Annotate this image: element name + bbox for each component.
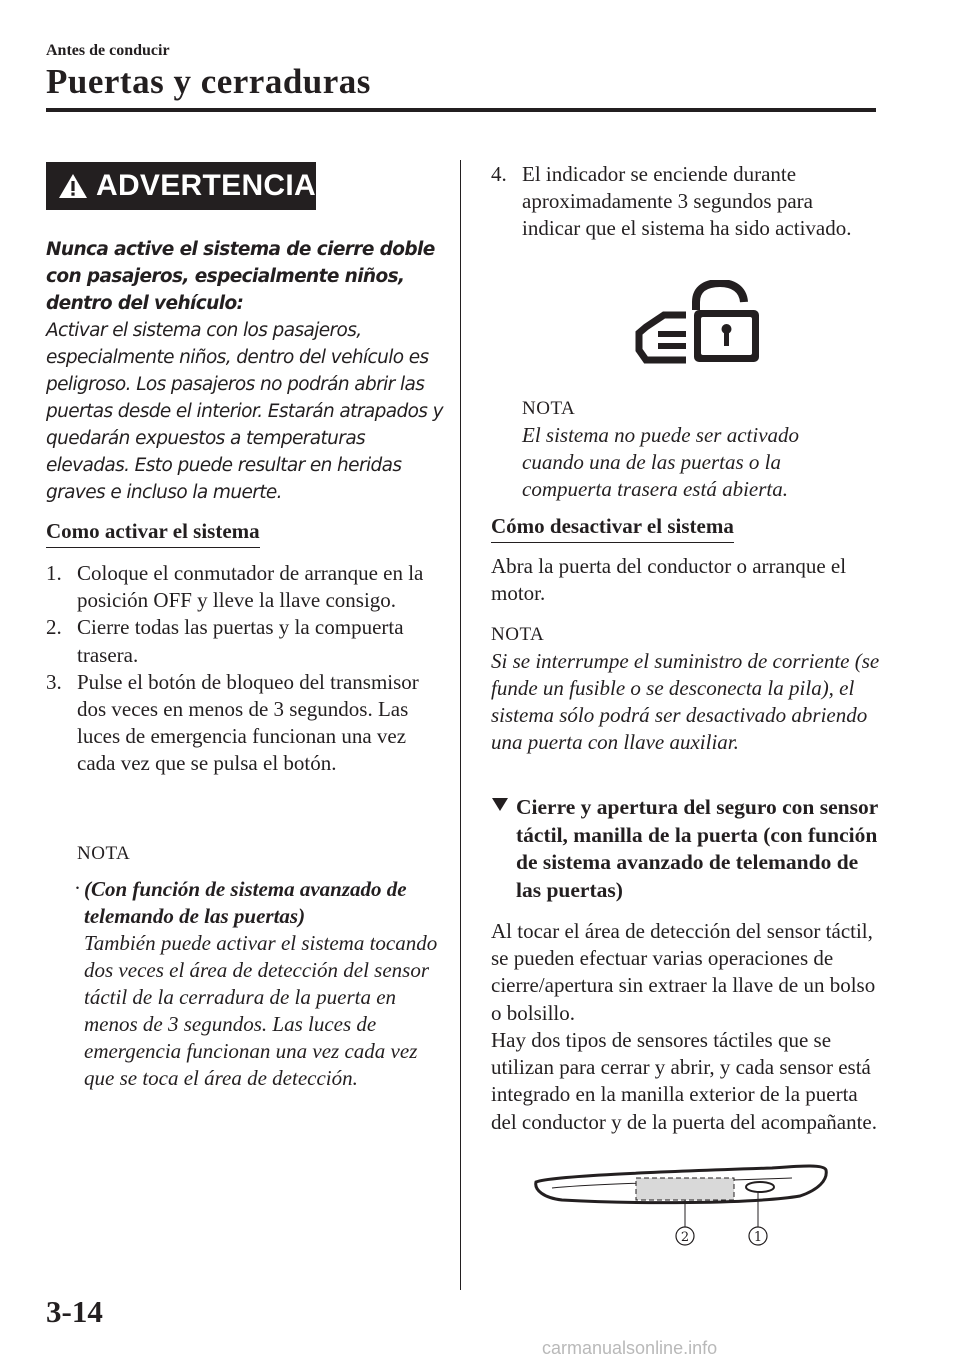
touch-sensor-para2: Hay dos tipos de sensores táctiles que se utilizan para cerrar y abrir, y cada sensor está integrado en la manilla exterior de la puerta del conductor y de la puerta del acompañante. [491,1028,877,1134]
step-text: Pulse el botón de bloqueo del transmisor dos veces en menos de 3 segundos. Las luces de emergencia funcionan una vez cada vez que se pulsa el botón. [77,669,419,776]
deactivate-note-label: NOTA [491,624,545,645]
page-number: 3-14 [46,1294,103,1329]
watermark: carmanualsonline.info [542,1338,718,1358]
deactivate-text: Abra la puerta del conductor o arranque el motor. [491,554,847,606]
list-item [46,669,446,778]
header-rule [46,108,876,112]
touch-sensor-heading-text: Cierre y apertura del seguro con sensor táctil, manilla de la puerta (con función de sistema avanzado de telemando de las puertas) [516,795,878,902]
note-bullet-title: (Con función de sistema avanzado de telemando de las puertas) [84,877,407,928]
step-4 [491,161,876,243]
door-handle-illustration [532,1160,832,1252]
note2-label: NOTA [522,398,576,419]
warning-headline: Nunca active el sistema de cierre doble con pasajeros, especialmente niños, dentro del vehículo: [46,239,435,314]
step-number: 4. [491,162,507,186]
triangle-down-icon [491,796,509,812]
step-number: 1. [46,561,62,585]
list-item [46,560,446,614]
note-label: NOTA [77,843,131,864]
warning-badge [46,162,316,210]
bullet-dot-icon: · [74,876,81,900]
deactivate-heading-wrap [491,514,734,543]
page-title: Puertas y cerraduras [46,62,371,101]
note-bullet-text: También puede activar el sistema tocando dos veces el área de detección del sensor táctil de la cerradura de la puerta en menos de 3 segundos. Las luces de emergencia funcionan una vez cada vez que se toca el área de detección. [84,931,438,1090]
list-item [46,614,446,668]
warning-body: Activar el sistema con los pasajeros, especialmente niños, dentro del vehículo es peligroso. Los pasajeros no podrán abrir las puertas desde el interior. Estarán atrapados y quedarán expuestos a temperaturas elevadas. Esto puede resultar en heridas graves e incluso la muerte. [46,320,443,503]
column-divider [460,160,461,1290]
note2-text: El sistema no puede ser activado cuando una de las puertas o la compuerta trasera está abierta. [522,423,800,501]
warning-triangle-icon [58,173,88,199]
note-bullet [74,876,444,1092]
touch-sensor-para1: Al tocar el área de detección del sensor táctil, se pueden efectuar varias operaciones de cierre/apertura sin extraer la llave de un bolso o bolsillo. [491,919,876,1025]
list-item [491,161,876,243]
activate-steps [46,560,446,778]
callout-1: 1 [753,1230,763,1245]
step-number: 2. [46,615,62,640]
deactivate-note-text: Si se interrumpe el suministro de corriente (se funde un fusible o se desconecta la pila), el sistema sólo podrá ser desactivado abriendo una puerta con llave auxiliar. [491,649,880,754]
activate-heading-wrap [46,519,260,548]
double-lock-indicator-icon [634,280,762,366]
warning-badge-label: ADVERTENCIA [96,169,316,202]
section-label: Antes de conducir [46,42,170,59]
activate-heading: Como activar el sistema [46,519,260,548]
callout-2: 2 [680,1230,690,1245]
touch-sensor-heading [491,794,886,904]
step-text: El indicador se enciende durante aproximadamente 3 segundos para indicar que el sistema ha sido activado. [522,162,852,241]
step-number: 3. [46,669,62,694]
deactivate-heading: Cómo desactivar el sistema [491,514,734,543]
step-text: Coloque el conmutador de arranque en la posición OFF y lleve la llave consigo. [77,561,424,613]
step-text: Cierre todas las puertas y la compuerta trasera. [77,615,404,667]
